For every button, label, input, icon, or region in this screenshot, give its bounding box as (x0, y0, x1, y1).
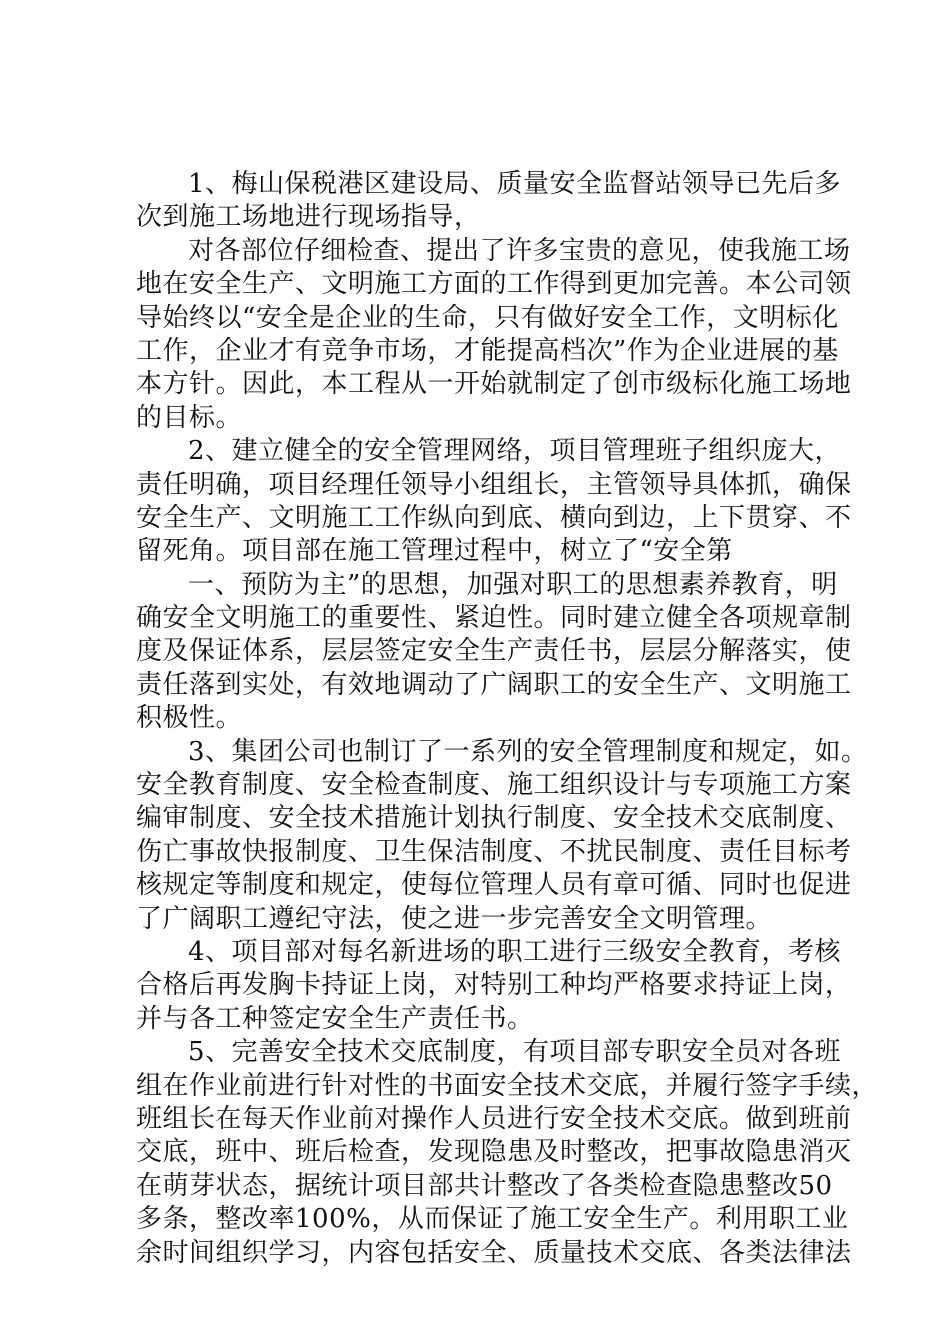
text-line: 1、梅山保税港区建设局、质量安全监督站领导已先后多 (188, 169, 842, 199)
text-line: 留死角。项目部在施工管理过程中，树立了“安全第 (136, 536, 733, 567)
text-line: 合格后再发胸卡持证上岗，对特别工种均严格要求持证上岗， (136, 970, 852, 1001)
text-line: 3、集团公司也制订了一系列的安全管理制度和规定，如。 (188, 736, 868, 767)
text-line: 在萌芽状态，据统计项目部共计整改了各类检查隐患整改50 (136, 1170, 833, 1201)
text-line: 余时间组织学习，内容包括安全、质量技术交底、各类法律法 (136, 1237, 852, 1268)
text-line: 了广阔职工遵纪守法，使之进一步完善安全文明管理。 (136, 903, 773, 934)
text-line: 对各部位仔细检查、提出了许多宝贵的意见，使我施工场 (188, 235, 851, 266)
text-line: 并与各工种签定安全生产责任书。 (136, 1003, 534, 1034)
text-line: 班组长在每天作业前对操作人员进行安全技术交底。做到班前 (136, 1103, 852, 1134)
text-line: 交底，班中、班后检查，发现隐患及时整改，把事故隐患消灭 (136, 1137, 852, 1168)
text-line: 责任落到实处，有效地调动了广阔职工的安全生产、文明施工 (136, 669, 852, 700)
text-line: 次到施工场地进行现场指导， (136, 202, 481, 233)
text-line: 的目标。 (136, 402, 243, 433)
text-line: 本方针。因此，本工程从一开始就制定了创市级标化施工场地 (136, 369, 852, 400)
text-line: 导始终以“安全是企业的生命，只有做好安全工作，文明标化 (136, 302, 839, 333)
text-line: 地在安全生产、文明施工方面的工作得到更加完善。本公司领 (136, 269, 852, 300)
text-line: 4、项目部对每名新进场的职工进行三级安全教育，考核 (188, 936, 842, 967)
text-line: 编审制度、安全技术措施计划执行制度、安全技术交底制度、 (136, 803, 852, 834)
text-line: 安全生产、文明施工工作纵向到底、横向到边，上下贯穿、不 (136, 502, 852, 533)
text-line: 确安全文明施工的重要性、紧迫性。同时建立健全各项规章制 (136, 603, 852, 634)
text-line: 核规定等制度和规定，使每位管理人员有章可循、同时也促进 (136, 870, 852, 901)
text-line: 安全教育制度、安全检查制度、施工组织设计与专项施工方案 (136, 770, 852, 801)
text-line: 一、预防为主”的思想，加强对职工的思想素养教育，明 (188, 569, 838, 600)
text-line: 5、完善安全技术交底制度，有项目部专职安全员对各班 (188, 1037, 842, 1068)
text-line: 积极性。 (136, 703, 243, 734)
text-line: 伤亡事故快报制度、卫生保洁制度、不扰民制度、责任目标考 (136, 836, 852, 867)
text-line: 多条，整改率100%，从而保证了施工安全生产。利用职工业 (136, 1204, 849, 1235)
text-line: 工作，企业才有竞争市场，才能提高档次”作为企业进展的基 (136, 335, 839, 366)
text-line: 2、建立健全的安全管理网络，项目管理班子组织庞大， (188, 436, 842, 467)
text-line: 组在作业前进行针对性的书面安全技术交底，并履行签字手续， (136, 1070, 879, 1101)
document-body (136, 168, 879, 1270)
text-line: 责任明确，项目经理任领导小组组长，主管领导具体抓，确保 (136, 469, 852, 500)
text-line: 度及保证体系，层层签定安全生产责任书，层层分解落实，使 (136, 636, 852, 667)
